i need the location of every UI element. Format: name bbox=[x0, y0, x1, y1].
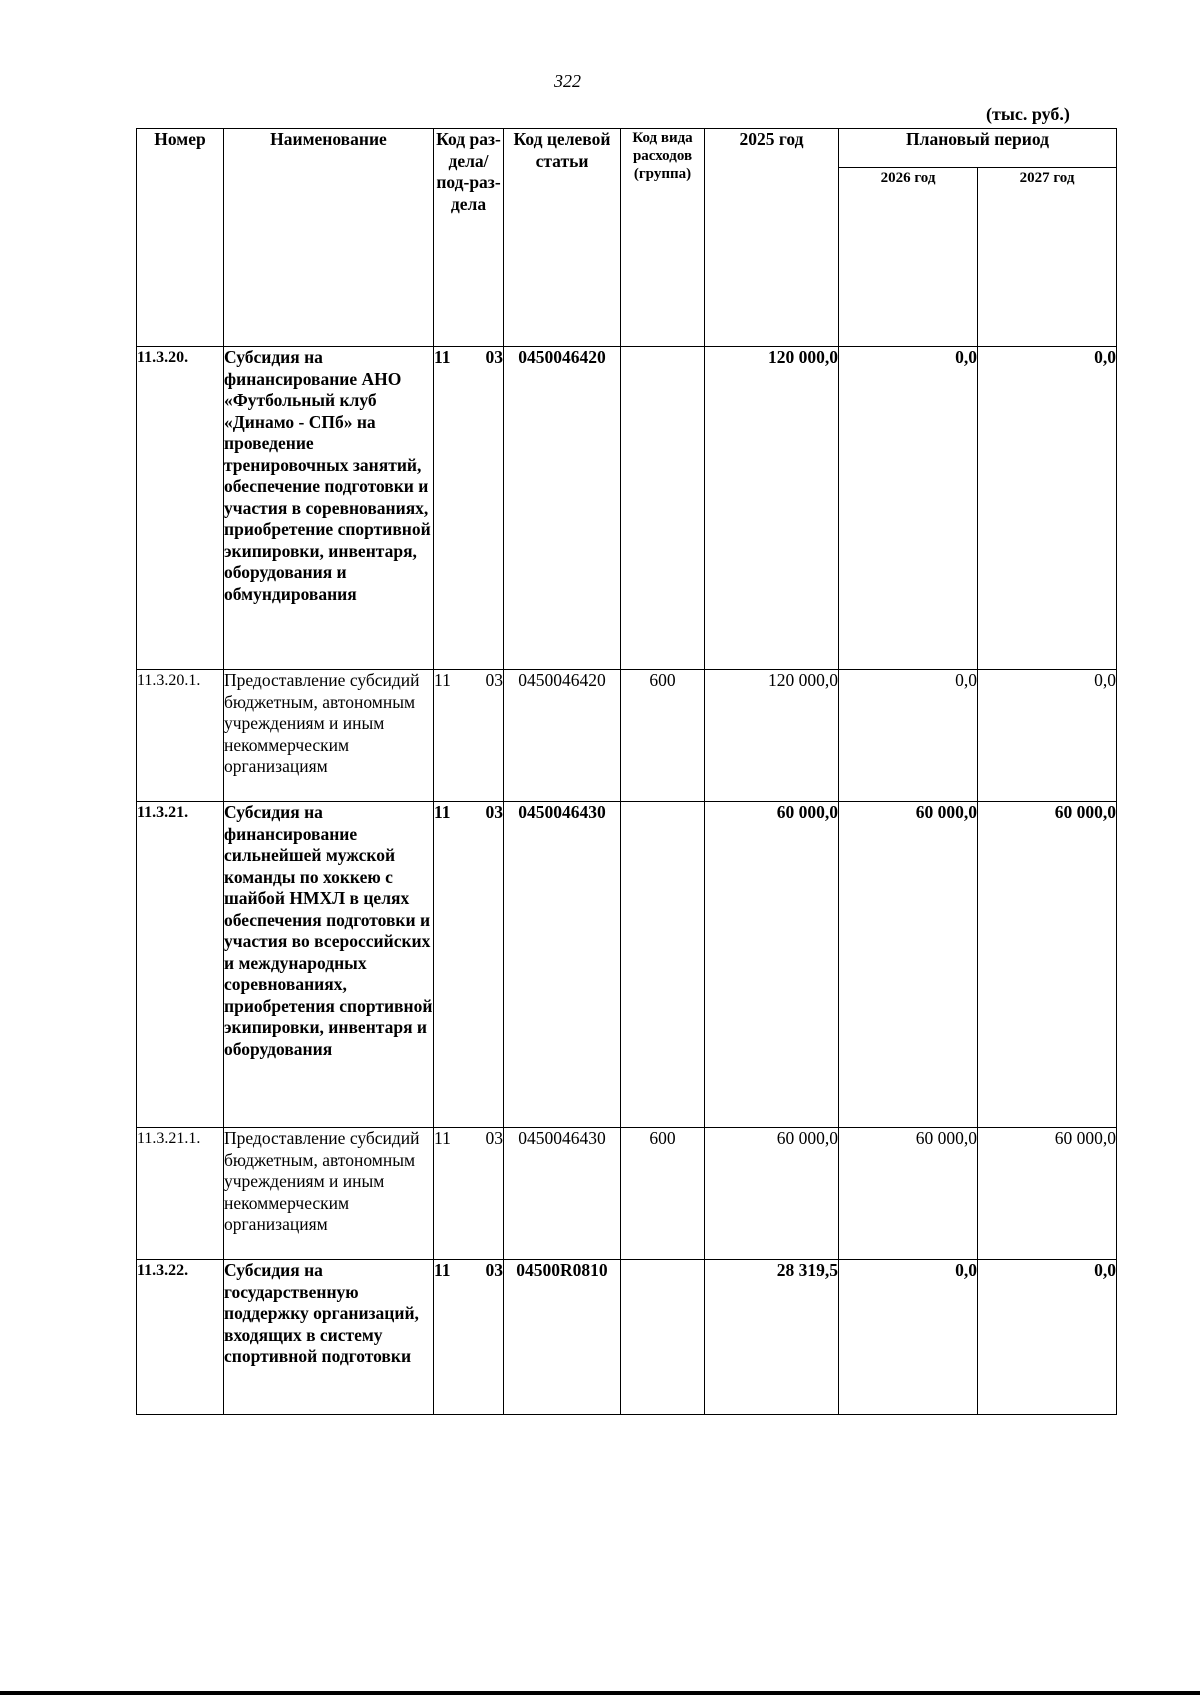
cell-expense-group bbox=[621, 1260, 705, 1415]
cell-2027: 0,0 bbox=[978, 1260, 1117, 1415]
header-expense-group: Код вида расходов (группа) bbox=[621, 129, 705, 347]
cell-division bbox=[434, 1260, 504, 1415]
cell-subsection: 03 bbox=[485, 802, 503, 822]
table-body bbox=[137, 347, 1117, 1415]
cell-subsection: 03 bbox=[485, 1128, 503, 1148]
cell-name: Предоставление субсидий бюджетным, автономным учреждениям и иным некоммерческим организациям bbox=[224, 1128, 434, 1260]
cell-2025: 60 000,0 bbox=[705, 802, 839, 1128]
header-target: Код целевой статьи bbox=[504, 129, 621, 347]
table-row bbox=[137, 1128, 1117, 1260]
header-2026: 2026 год bbox=[839, 168, 978, 347]
header-2025: 2025 год bbox=[705, 129, 839, 347]
cell-subsection: 03 bbox=[485, 670, 503, 690]
cell-subsection: 03 bbox=[485, 1260, 503, 1280]
cell-number: 11.3.22. bbox=[137, 1260, 224, 1415]
cell-target: 0450046430 bbox=[504, 802, 621, 1128]
header-division: Код раз-дела/ под-раз-дела bbox=[434, 129, 504, 347]
cell-division bbox=[434, 347, 504, 670]
cell-section: 11 bbox=[434, 670, 451, 690]
cell-2027: 60 000,0 bbox=[978, 1128, 1117, 1260]
cell-2027: 60 000,0 bbox=[978, 802, 1117, 1128]
header-planned-period: Плановый период bbox=[839, 129, 1117, 168]
cell-2026: 0,0 bbox=[839, 670, 978, 802]
cell-section: 11 bbox=[434, 347, 451, 367]
cell-section: 11 bbox=[434, 1260, 451, 1280]
cell-2026: 0,0 bbox=[839, 1260, 978, 1415]
cell-target: 0450046420 bbox=[504, 347, 621, 670]
cell-name: Субсидия на финансирование сильнейшей мужской команды по хоккею с шайбой НМХЛ в целях обеспечения подготовки и участия во всероссийских и международных соревнованиях, приобретения спортивной экипировки, инвентаря и оборудования bbox=[224, 802, 434, 1128]
cell-2026: 60 000,0 bbox=[839, 1128, 978, 1260]
cell-number: 11.3.20.1. bbox=[137, 670, 224, 802]
cell-section: 11 bbox=[434, 802, 451, 822]
table-row bbox=[137, 670, 1117, 802]
units-label: (тыс. руб.) bbox=[986, 104, 1070, 124]
cell-2025: 28 319,5 bbox=[705, 1260, 839, 1415]
cell-name: Предоставление субсидий бюджетным, автономным учреждениям и иным некоммерческим организациям bbox=[224, 670, 434, 802]
cell-expense-group bbox=[621, 347, 705, 670]
cell-number: 11.3.21.1. bbox=[137, 1128, 224, 1260]
cell-2026: 60 000,0 bbox=[839, 802, 978, 1128]
table-row bbox=[137, 802, 1117, 1128]
cell-target: 0450046430 bbox=[504, 1128, 621, 1260]
cell-2025: 60 000,0 bbox=[705, 1128, 839, 1260]
cell-division bbox=[434, 670, 504, 802]
cell-division bbox=[434, 1128, 504, 1260]
table-row bbox=[137, 347, 1117, 670]
cell-expense-group bbox=[621, 802, 705, 1128]
header-number: Номер bbox=[137, 129, 224, 347]
budget-table bbox=[136, 128, 1117, 1415]
cell-expense-group: 600 bbox=[621, 670, 705, 802]
cell-2026: 0,0 bbox=[839, 347, 978, 670]
cell-target: 04500R0810 bbox=[504, 1260, 621, 1415]
cell-2027: 0,0 bbox=[978, 670, 1117, 802]
cell-section: 11 bbox=[434, 1128, 451, 1148]
page-number: 322 bbox=[554, 71, 581, 91]
header-2027: 2027 год bbox=[978, 168, 1117, 347]
cell-2025: 120 000,0 bbox=[705, 347, 839, 670]
table-row bbox=[137, 1260, 1117, 1415]
cell-division bbox=[434, 802, 504, 1128]
header-name: Наименование bbox=[224, 129, 434, 347]
cell-expense-group: 600 bbox=[621, 1128, 705, 1260]
cell-subsection: 03 bbox=[485, 347, 503, 367]
cell-target: 0450046420 bbox=[504, 670, 621, 802]
cell-name: Субсидия на государственную поддержку организаций, входящих в систему спортивной подготовки bbox=[224, 1260, 434, 1415]
cell-2027: 0,0 bbox=[978, 347, 1117, 670]
cell-2025: 120 000,0 bbox=[705, 670, 839, 802]
cell-number: 11.3.21. bbox=[137, 802, 224, 1128]
scan-edge-line bbox=[0, 1691, 1200, 1695]
cell-name: Субсидия на финансирование АНО «Футбольный клуб «Динамо - СПб» на проведение тренировочных занятий, обеспечение подготовки и участия в соревнованиях, приобретение спортивной экипировки, инвентаря, оборудования и обмундирования bbox=[224, 347, 434, 670]
cell-number: 11.3.20. bbox=[137, 347, 224, 670]
